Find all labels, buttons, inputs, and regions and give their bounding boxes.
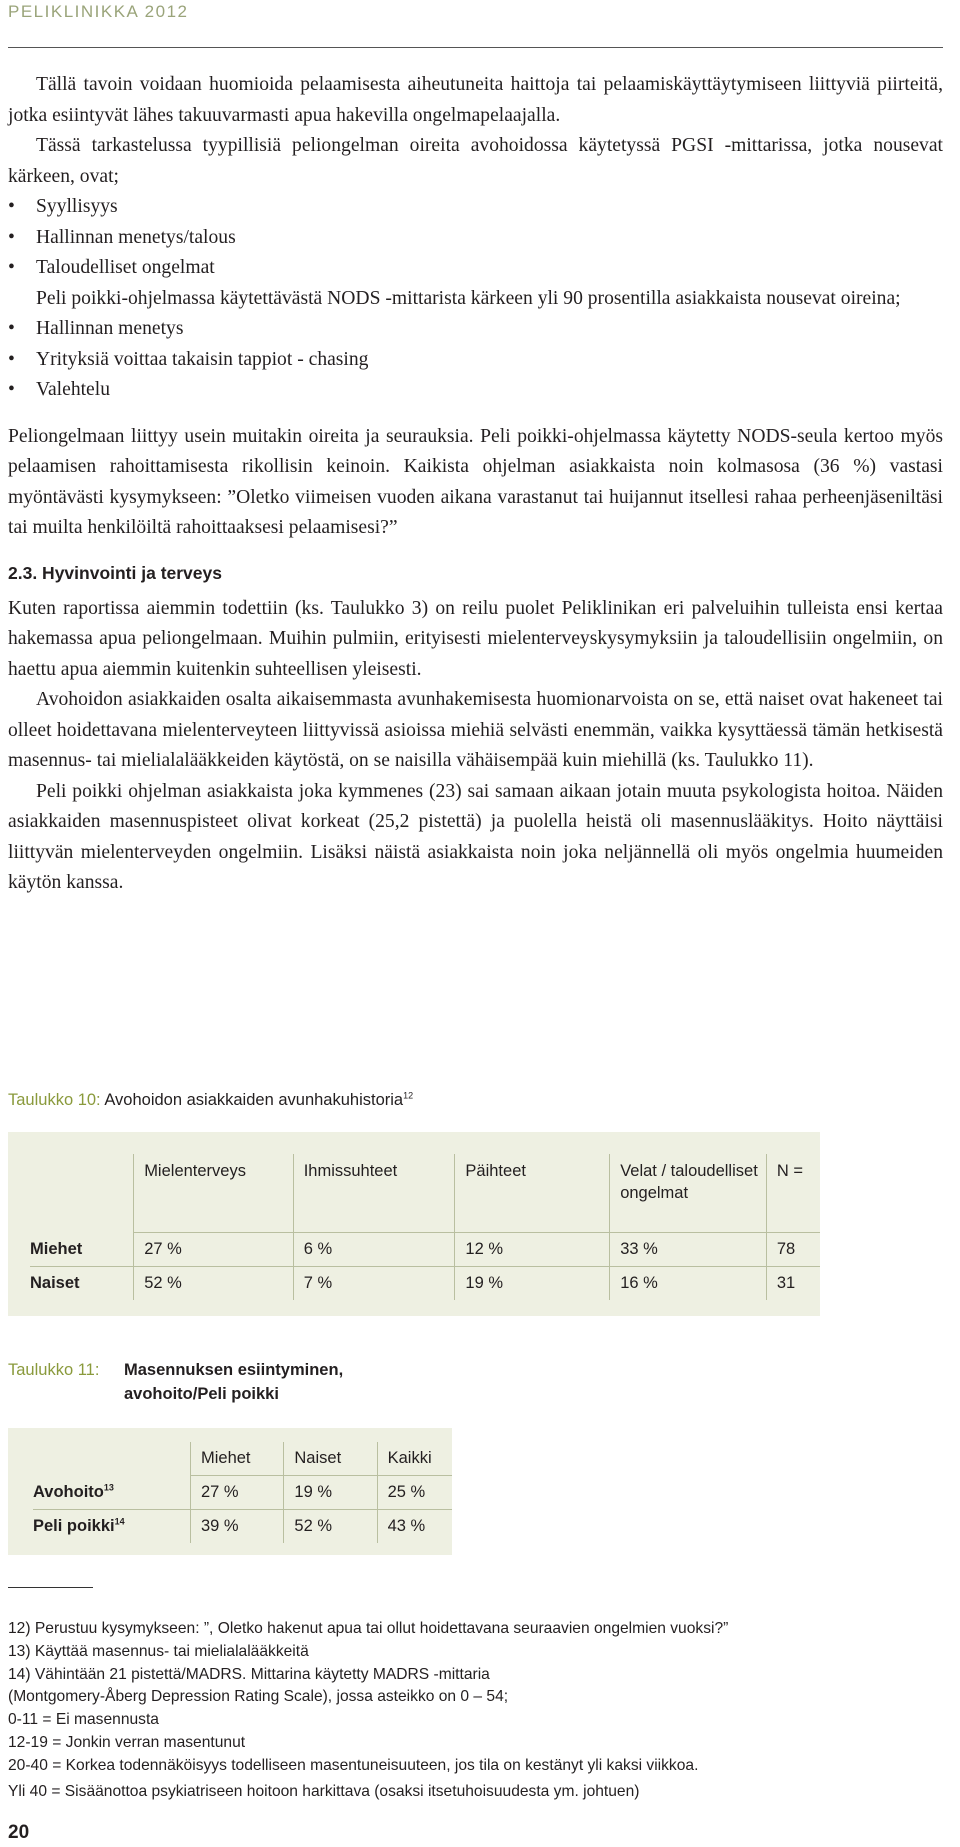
table-10-title: Avohoidon asiakkaiden avunhakuhistoria: [104, 1091, 404, 1109]
table-cell: 16 %: [610, 1267, 767, 1301]
table-header-cell: Miehet: [190, 1442, 283, 1476]
list-item: • Valehtelu: [8, 375, 943, 406]
table-header-row: [30, 1154, 820, 1233]
footnote-line: 12-19 = Jonkin verran masentunut: [8, 1733, 246, 1751]
table-10: [30, 1154, 820, 1300]
table-cell: 39 %: [190, 1510, 283, 1544]
table-10-caption: [8, 1091, 413, 1110]
paragraph-5: Kuten raportissa aiemmin todettiin (ks. Taulukko 3) on reilu puolet Peliklinikan eri palveluihin tulleista ensi kertaa hakemassa apua peliongelmaan. Muihin pulmiin, erityisesti mielenterveyskysymyksiin ja taloudellisiin ongelmiin, on haettu apua aiemmin kuitenkin suhteellisen yleisesti.: [8, 597, 943, 680]
paragraph-2: Tässä tarkastelussa tyypillisiä peliongelman oireita avohoidossa käytetyssä PGSI -mittarissa, jotka nousevat kärkeen, ovat;: [8, 135, 943, 187]
footnote-12: 12) Perustuu kysymykseen: ”, Oletko hakenut apua tai ollut hoidettavana seuraavien ongelmien vuoksi?”: [8, 1620, 729, 1637]
footnote-line: (Montgomery-Åberg Depression Rating Scale), jossa asteikko on 0 – 54;: [8, 1688, 509, 1706]
table-cell: 12 %: [455, 1233, 610, 1267]
row-label: Peli poikki$^{14}$: [33, 1516, 125, 1535]
bullet-icon: •: [8, 196, 15, 217]
table-header-cell: Mielenterveys: [134, 1154, 294, 1233]
table-header-cell: [33, 1442, 190, 1476]
table-cell: 78: [766, 1233, 820, 1267]
bullet-icon: •: [8, 379, 15, 400]
table-header-cell: Velat / taloudelliset ongelmat: [610, 1154, 767, 1233]
table-cell: 19 %: [284, 1476, 377, 1510]
list-item: • Taloudelliset ongelmat: [8, 253, 943, 284]
table-cell: 31: [766, 1267, 820, 1301]
table-11-caption: [8, 1358, 343, 1406]
table-cell: 6 %: [293, 1233, 455, 1267]
table-row: [30, 1267, 820, 1301]
bullet-icon: •: [8, 348, 15, 370]
row-label: Miehet: [30, 1233, 134, 1267]
table-11-label: Taulukko 11:: [8, 1361, 100, 1379]
footnote-line: Yli 40 = Sisäänottoa psykiatriseen hoitoon harkittava (osaksi itsetuhoisuudesta ym. johtuen): [8, 1782, 640, 1800]
header-divider: [8, 47, 943, 48]
running-header: PELIKLINIKKA 2012: [8, 2, 189, 21]
table-cell: 19 %: [455, 1267, 610, 1301]
page-number: 20: [8, 1822, 30, 1843]
list-item: • Hallinnan menetys: [8, 314, 943, 345]
paragraph-3: Peli poikki-ohjelmassa käytettävästä NODS -mittarista kärkeen yli 90 prosentilla asiakkaista nousevat oireina;: [36, 287, 901, 309]
body-text: [8, 70, 943, 899]
table-cell: 52 %: [134, 1267, 294, 1301]
table-header-cell: [30, 1154, 134, 1233]
table-cell: 33 %: [610, 1233, 767, 1267]
paragraph-1: Tällä tavoin voidaan huomioida pelaamisesta aiheutuneita haittoja tai pelaamiskäyttäytymiseen liittyviä piirteitä, jotka esiintyvät lähes takuuvarmasti apua hakevilla ongelmapelaajalla.: [8, 74, 943, 126]
table-10-label: Taulukko 10:: [8, 1091, 101, 1109]
list-item: • Hallinnan menetys/talous: [8, 223, 943, 254]
table-header-cell: Päihteet: [455, 1154, 610, 1233]
row-label: Avohoito$^{13}$: [33, 1476, 190, 1510]
table-row: [33, 1476, 452, 1510]
pgsi-symptom-list: [8, 192, 943, 284]
footnote-13: 13) Käyttää masennus- tai mielialalääkkeitä: [8, 1642, 309, 1660]
table-cell: 43 %: [377, 1510, 452, 1544]
table-11-panel: [8, 1428, 452, 1555]
table-cell: 52 %: [284, 1510, 377, 1544]
table-10-footnote-ref: 12: [403, 1090, 414, 1101]
footnote-divider: [8, 1587, 93, 1588]
bullet-icon: •: [8, 257, 15, 278]
paragraph-7: Peli poikki ohjelman asiakkaista joka kymmenes (23) sai samaan aikaan jotain muuta psykologista hoitoa. Näiden asiakkaiden masennuspisteet olivat korkeat (25,2 pistettä) ja puolella heistä oli masennuslääkitys. Hoito näyttäisi liittyvän mielenterveyden ongelmiin. Lisäksi näistä asiakkaista noin joka neljännellä oli myös ongelmia huumeiden käytön kanssa.: [8, 780, 943, 893]
list-item: • Syyllisyys: [8, 192, 943, 223]
table-header-row: [33, 1442, 452, 1476]
list-item: • Yrityksiä voittaa takaisin tappiot - chasing: [8, 345, 943, 376]
table-cell: 27 %: [190, 1476, 283, 1510]
section-heading: 2.3. Hyvinvointi ja terveys: [8, 562, 222, 583]
row-label: Naiset: [30, 1274, 80, 1292]
table-header-cell: Kaikki: [377, 1442, 452, 1476]
nods-symptom-list: [8, 314, 943, 406]
table-11: [33, 1442, 452, 1543]
table-header-cell: Naiset: [284, 1442, 377, 1476]
table-11-title: Masennuksen esiintyminen, avohoito/Peli poikki: [124, 1361, 344, 1403]
table-10-panel: [8, 1132, 820, 1316]
paragraph-6: Avohoidon asiakkaiden osalta aikaisemmasta avunhakemisesta huomionarvoista on se, että naiset ovat hakeneet tai olleet hoidettavana mielenterveyteen liittyvissä asioissa miehiä selvästi enemmän, vaikka kysyttäessä tämän hetkisestä masennus- tai mielialalääkkeiden käytöstä, on se naisilla vähäisempää kuin miehillä (ks. Taulukko 11).: [8, 689, 943, 771]
table-header-cell: Ihmissuhteet: [293, 1154, 455, 1233]
paragraph-4: Peliongelmaan liittyy usein muitakin oireita ja seurauksia. Peli poikki-ohjelmassa käytetty NODS-seula kertoo myös pelaamisen rahoittamisesta rikollisin keinoin. Kaikista ohjelman asiakkaista noin kolmasosa (36 %) vastasi myöntävästi kysymykseen: ”Oletko viimeisen vuoden aikana varastanut tai huijannut itsellesi rahaa perheenjäseniltäsi tai muilta henkilöiltä rahoittaaksesi pelaamisesi?”: [8, 425, 943, 538]
table-cell: 25 %: [377, 1476, 452, 1510]
table-header-cell: N =: [766, 1154, 820, 1233]
bullet-icon: •: [8, 226, 15, 248]
footnote-line: 20-40 = Korkea todennäköisyys todelliseen masentuneisuuteen, jos tila on kestänyt yli kaksi viikkoa.: [8, 1756, 699, 1774]
table-row: [33, 1510, 452, 1544]
footnotes: [8, 1618, 943, 1803]
table-cell: 7 %: [293, 1267, 455, 1301]
table-cell: 27 %: [134, 1233, 294, 1267]
footnote-14: 14) Vähintään 21 pistettä/MADRS. Mittarina käytetty MADRS -mittaria: [8, 1665, 490, 1683]
table-row: [30, 1233, 820, 1267]
footnote-line: 0-11 = Ei masennusta: [8, 1711, 159, 1729]
bullet-icon: •: [8, 318, 15, 339]
